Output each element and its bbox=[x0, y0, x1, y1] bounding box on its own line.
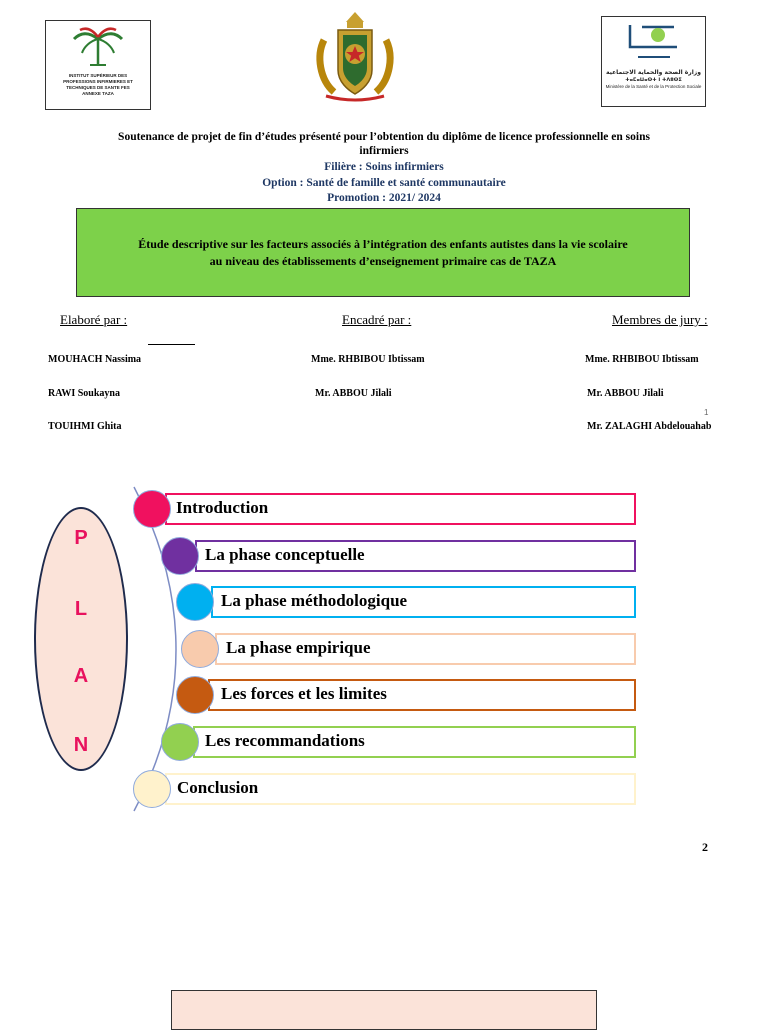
jury-member-name: Mr. ZALAGHI Abdelouahab bbox=[587, 421, 712, 432]
plan-bullet-circle bbox=[161, 723, 199, 761]
ministry-caption-french: Ministère de la Santé et de la Protection Sociale bbox=[605, 84, 702, 89]
study-title-line2: au niveau des établissements d’enseignement primaire cas de TAZA bbox=[209, 253, 557, 268]
plan-letter: P bbox=[74, 527, 88, 549]
institute-logo bbox=[45, 20, 151, 110]
jury-member-name: Mr. ABBOU Jilali bbox=[587, 388, 664, 399]
plan-item-label: La phase méthodologique bbox=[221, 591, 408, 610]
plan-item-label: Les forces et les limites bbox=[221, 684, 387, 703]
plan-item-label: Conclusion bbox=[177, 778, 259, 797]
moroccan-coat-of-arms bbox=[312, 10, 398, 102]
plan-letter: N bbox=[73, 734, 89, 756]
page-number-1: 1 bbox=[704, 408, 709, 417]
supervisor-name: Mr. ABBOU Jilali bbox=[315, 388, 392, 399]
study-title-line1: Étude descriptive sur les facteurs associés à l’intégration des enfants autistes dans la vie scolaire bbox=[138, 236, 628, 251]
defense-title-line2: infirmiers bbox=[359, 145, 409, 157]
filiere-line: Filière : Soins infirmiers bbox=[324, 161, 444, 173]
short-divider bbox=[148, 344, 195, 345]
defense-title-line1: Soutenance de projet de fin d’études présenté pour l’obtention du diplôme de licence professionnelle en soins bbox=[118, 131, 650, 143]
plan-bullet-circle bbox=[181, 630, 219, 668]
ministry-caption-tifinagh: ⵜⴰⵎⴰⵡⴰⵙⵜ ⵏ ⵜⴷⵓⵙⵉ bbox=[625, 77, 682, 83]
plan-bullet-circle bbox=[176, 583, 214, 621]
plan-bullet-circle bbox=[161, 537, 199, 575]
plan-letter: A bbox=[73, 665, 89, 687]
institute-logo-caption: INSTITUT SUPÉRIEUR DES PROFESSIONS INFIRMIERES ET TECHNIQUES DE SANTE FES ANNEXE TAZA bbox=[63, 73, 133, 96]
encadre-heading: Encadré par : bbox=[342, 312, 412, 327]
supervisor-name: Mme. RHBIBOU Ibtissam bbox=[311, 354, 425, 365]
palm-tree-icon bbox=[46, 21, 150, 73]
coat-of-arms-icon bbox=[312, 10, 398, 102]
student-name: RAWI Soukayna bbox=[48, 388, 120, 399]
page-number-2: 2 bbox=[702, 840, 708, 854]
ministry-caption-arabic: وزارة الصحة والحماية الاجتماعية bbox=[606, 69, 701, 76]
option-line: Option : Santé de famille et santé communautaire bbox=[262, 177, 506, 189]
student-name: TOUIHMI Ghita bbox=[48, 421, 122, 432]
ministry-logo bbox=[601, 16, 706, 107]
study-title-box bbox=[76, 208, 690, 297]
ministry-emblem-icon bbox=[602, 17, 705, 69]
student-name: MOUHACH Nassima bbox=[48, 354, 142, 365]
plan-item-label: Les recommandations bbox=[205, 731, 365, 750]
plan-bullet-circle bbox=[176, 676, 214, 714]
next-page-box bbox=[171, 990, 597, 1030]
plan-bullet-circle bbox=[133, 490, 171, 528]
plan-item-label: La phase conceptuelle bbox=[205, 545, 365, 564]
elabore-heading: Elaboré par : bbox=[60, 312, 128, 327]
jury-member-name: Mme. RHBIBOU Ibtissam bbox=[585, 354, 699, 365]
plan-bullet-circle bbox=[133, 770, 171, 808]
plan-item-label: La phase empirique bbox=[226, 638, 371, 657]
plan-letter: L bbox=[74, 598, 88, 620]
plan-item-label: Introduction bbox=[176, 498, 269, 517]
promotion-line: Promotion : 2021/ 2024 bbox=[327, 192, 441, 204]
jury-heading: Membres de jury : bbox=[612, 312, 708, 327]
